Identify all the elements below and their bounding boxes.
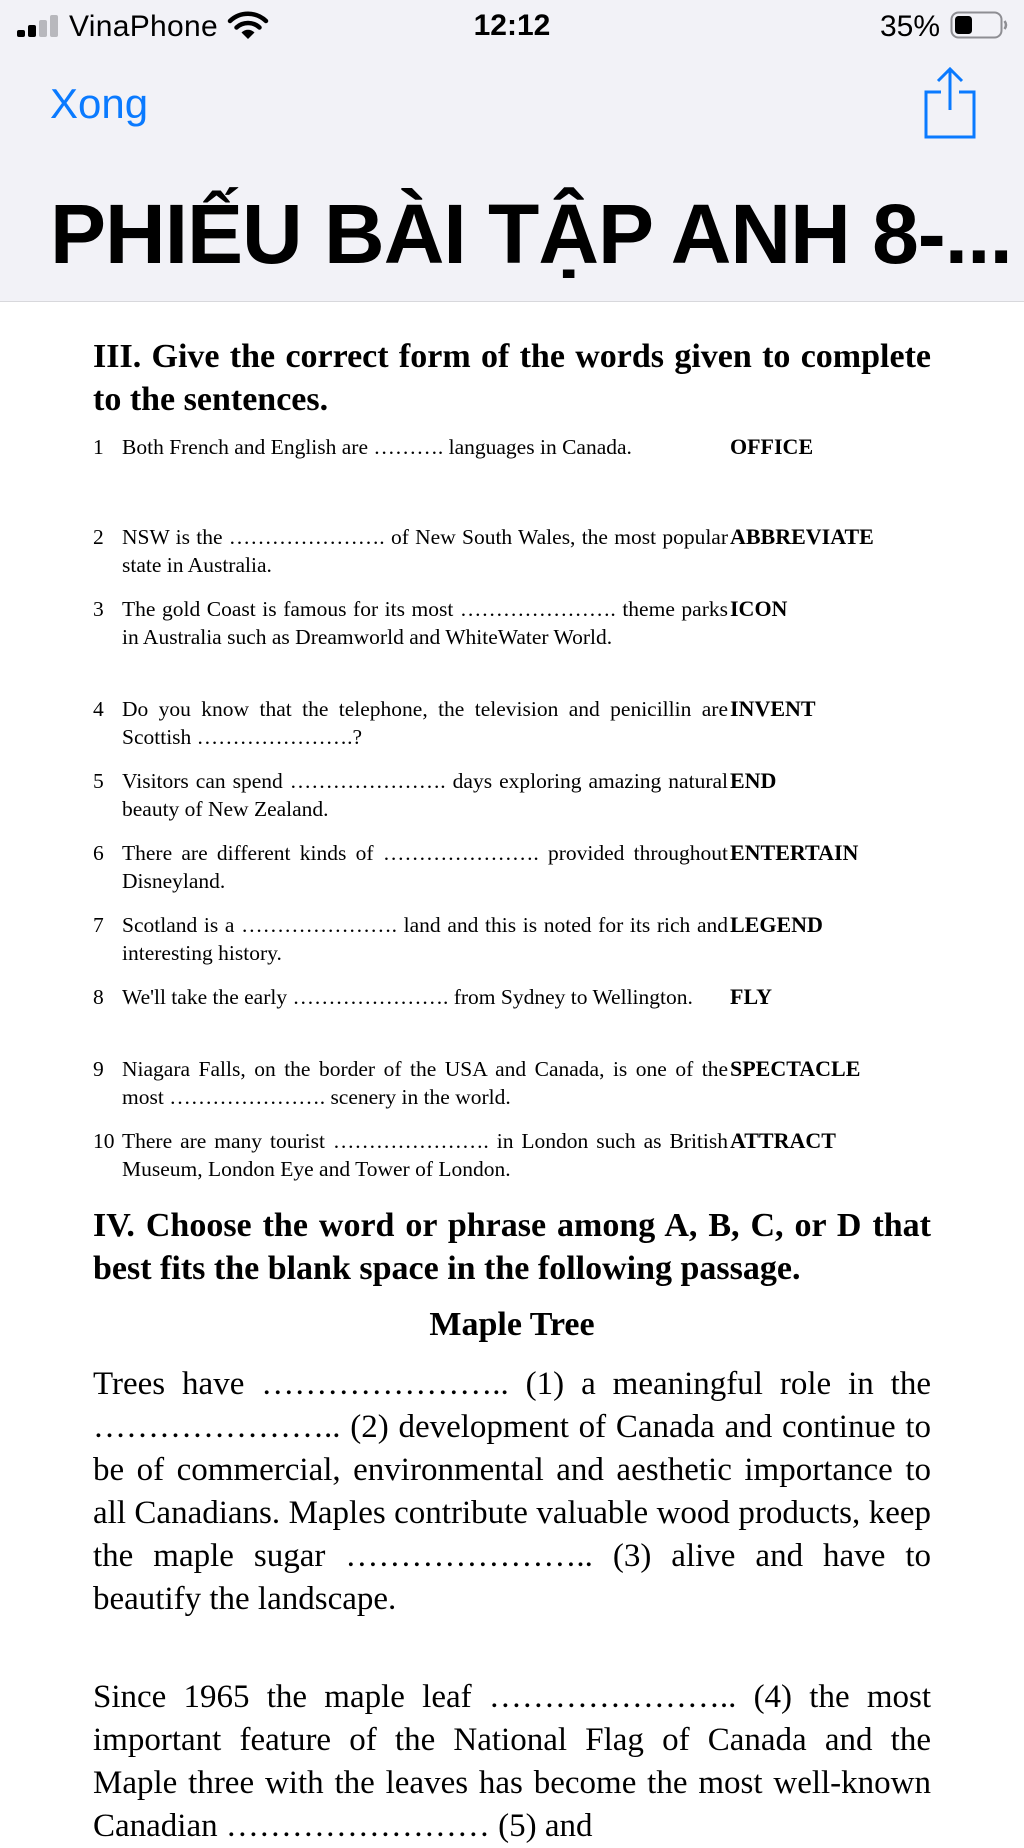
battery-percentage: 35% [880,10,941,43]
item-keyword: END [730,768,777,793]
item-number: 2 [93,525,104,549]
item-number: 4 [93,697,104,721]
item-sentence: NSW is the …………………. of New South Wales, the most popular state in Australia. [122,525,728,577]
item-keyword: INVENT [730,696,816,721]
item-keyword: SPECTACLE [730,1056,861,1081]
item-sentence: Visitors can spend …………………. days exploring amazing natural beauty of New Zealand. [122,769,728,821]
section-4-heading: IV. Choose the word or phrase among A, B, C, or D that best fits the blank space in the following passage. [93,1207,931,1287]
item-sentence: There are different kinds of …………………. provided throughout Disneyland. [122,841,728,893]
status-bar [0,0,1024,52]
item-keyword: OFFICE [730,434,814,459]
document-title: PHIẾU BÀI TẬP ANH 8-... [50,187,1012,281]
item-number: 1 [93,435,104,459]
item-keyword: ATTRACT [730,1128,836,1153]
item-number: 7 [93,913,104,937]
passage-paragraph-2: Since 1965 the maple leaf ………………….. (4) the most important feature of the National Flag of Canada and the Maple three with the leaves has become the most well-known Canadian …………………… (5) and [93,1679,931,1844]
done-button[interactable]: Xong [50,80,149,127]
item-number: 10 [93,1129,115,1153]
document-page[interactable] [0,303,1024,1844]
item-number: 9 [93,1057,104,1081]
passage-title: Maple Tree [429,1306,595,1343]
item-sentence: Both French and English are ………. languages in Canada. [122,435,632,459]
item-sentence: Niagara Falls, on the border of the USA and Canada, is one of the most …………………. scenery in the world. [122,1057,728,1109]
item-number: 8 [93,985,104,1009]
battery-icon [950,11,1008,39]
item-keyword: FLY [730,984,772,1009]
item-number: 6 [93,841,104,865]
item-sentence: The gold Coast is famous for its most …………………. theme parks in Australia such as Dreamworld and WhiteWater World. [122,597,728,649]
item-keyword: LEGEND [730,912,823,937]
item-keyword: ICON [730,596,788,621]
item-number: 5 [93,769,104,793]
item-sentence: There are many tourist …………………. in London such as British Museum, London Eye and Tower of London. [122,1129,728,1181]
viewer-header [0,0,1024,302]
item-sentence: We'll take the early …………………. from Sydney to Wellington. [122,985,693,1009]
status-time: 12:12 [473,9,551,42]
item-sentence: Scotland is a …………………. land and this is noted for its rich and interesting history. [122,913,728,965]
item-keyword: ABBREVIATE [730,524,874,549]
item-number: 3 [93,597,104,621]
passage-paragraph-1: Trees have ………………….. (1) a meaningful role in the ………………….. (2) development of Canada and continue to be of commercial, environmental and aesthetic importance to all Canadians. Maples contribute valuable wood products, keep the maple sugar ………………….. (3) alive and have to beautify the landscape. [93,1366,931,1617]
section-3-heading: III. Give the correct form of the words given to complete to the sentences. [93,338,931,418]
item-sentence: Do you know that the telephone, the television and penicillin are Scottish ………………….? [122,697,728,749]
carrier-name: VinaPhone [69,10,218,43]
item-keyword: ENTERTAIN [730,840,859,865]
share-icon[interactable] [923,66,977,140]
